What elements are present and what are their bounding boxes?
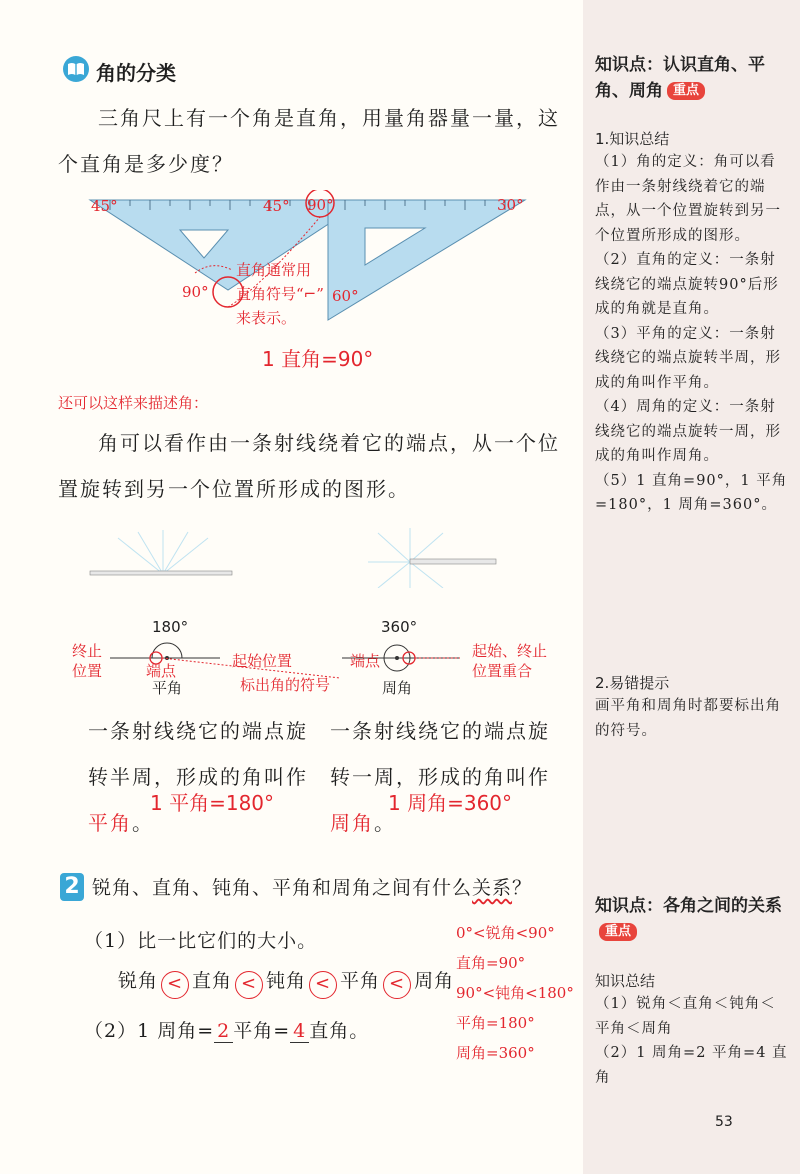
error-tip-text: 画平角和周角时都要标出角的符号。 xyxy=(595,698,781,739)
right-angle-note-line: 来表示。 xyxy=(236,309,297,327)
formula-straight-angle: 1 平角=180° xyxy=(150,791,275,815)
angle-definition: 角可以看作由一条射线绕着它的端点，从一个位置旋转到另一个位置所形成的图形。 xyxy=(58,431,560,501)
key-point-badge: 重点 xyxy=(599,923,637,941)
ruler1-angle-right: 45° xyxy=(263,197,290,215)
full-angle-name: 周角 xyxy=(382,679,413,697)
ruler1-angle-left: 45° xyxy=(91,197,118,215)
summary2-list xyxy=(595,992,790,1090)
compare-straight: 平角 xyxy=(340,970,381,992)
angle-comparison xyxy=(118,966,454,999)
section2-question-keyword: 关系 xyxy=(472,877,513,899)
annot-end-position: 终止位置 xyxy=(72,642,103,680)
less-than-answer: < xyxy=(309,971,337,999)
note-acute: 0°<锐角<90° xyxy=(456,924,555,942)
summary2-title: 知识总结 xyxy=(595,972,656,990)
part2-text: 平角= xyxy=(233,1020,291,1042)
annot-vertex-straight: 端点 xyxy=(146,662,177,680)
straight-angle-name: 平角 xyxy=(152,679,183,697)
note-obtuse: 90°<钝角<180° xyxy=(456,984,574,1002)
summary-item: （2）直角的定义：一条射线绕它的端点旋转90°后形成的角就是直角。 xyxy=(595,252,779,317)
section2-question-mark: ？ xyxy=(512,877,533,899)
less-than-answer: < xyxy=(161,971,189,999)
full-angle-desc-text: 一条射线绕它的端点旋转一周，形成的角叫作 xyxy=(330,719,550,789)
knowledge-sidebar xyxy=(583,0,800,1174)
note-right: 直角=90° xyxy=(456,954,526,972)
angle-range-notes xyxy=(456,918,574,1068)
compare-acute: 锐角 xyxy=(118,970,159,992)
question-text: 三角尺上有一个角是直角，用量角器量一量，这个直角是多少度？ xyxy=(58,106,560,176)
rotation-illustration xyxy=(88,528,508,588)
annot-vertex-full: 端点 xyxy=(350,652,381,670)
also-describe-label: 还可以这样来描述角： xyxy=(58,394,209,412)
part2-answer-2: 2 xyxy=(214,1020,233,1043)
summary-list xyxy=(595,150,790,518)
part1-label: （1）比一比它们的大小。 xyxy=(84,930,318,952)
full-angle-description: 一条射线绕它的端点旋转一周，形成的角叫作周角。 xyxy=(330,719,550,835)
annot-mark-symbol: 标出角的符号 xyxy=(240,676,331,694)
part2-equation xyxy=(84,1016,369,1043)
compare-right: 直角 xyxy=(192,970,233,992)
page-number: 53 xyxy=(715,1114,733,1130)
right-angle-note-line: 直角通常用 xyxy=(236,261,312,279)
compare-full: 周角 xyxy=(414,970,455,992)
less-than-answer: < xyxy=(383,971,411,999)
less-than-answer: < xyxy=(235,971,263,999)
summary-item: （5）1 直角=90°，1 平角=180°，1 周角=360°。 xyxy=(595,472,788,513)
annot-start-position: 起始位置 xyxy=(232,652,293,670)
straight-angle-description: 一条射线绕它的端点旋转半周，形成的角叫作平角。 xyxy=(88,719,308,835)
note-full: 周角=360° xyxy=(456,1044,535,1062)
right-angle-note xyxy=(236,258,324,330)
right-angle-note-line: 直角符号“⌐” xyxy=(236,285,324,303)
part2-answer-4: 4 xyxy=(290,1020,309,1043)
summary-item: （1）角的定义：角可以看作由一条射线绕着它的端点，从一个位置旋转到另一个位置所形成的图形。 xyxy=(595,154,781,244)
note-straight: 平角=180° xyxy=(456,1014,535,1032)
ruler2-angle-top: 90° xyxy=(307,196,334,214)
section-title: 角的分类 xyxy=(96,61,176,85)
kp1-title xyxy=(595,52,791,104)
summary2-item: （1）锐角＜直角＜钝角＜平角＜周角 xyxy=(595,996,776,1037)
book-icon xyxy=(62,56,90,82)
summary2-item: （2）1 周角=2 平角=4 直角 xyxy=(595,1045,788,1086)
ruler2-angle-right: 30° xyxy=(497,196,524,214)
compare-obtuse: 钝角 xyxy=(266,970,307,992)
annot-start-end-overlap: 起始、终止位置重合 xyxy=(472,642,548,680)
kp2-title xyxy=(595,893,791,945)
part2-text: （2）1 周角= xyxy=(84,1020,215,1042)
straight-angle-term: 平角 xyxy=(88,811,132,835)
ruler1-angle-bottom: 90° xyxy=(182,283,209,301)
section2-question xyxy=(92,873,532,900)
section2-number: 2 xyxy=(60,873,84,901)
summary-item: （3）平角的定义：一条射线绕它的端点旋转半周，形成的角叫作平角。 xyxy=(595,325,781,391)
section2-question-text: 锐角、直角、钝角、平角和周角之间有什么 xyxy=(92,877,473,899)
straight-angle-degree: 180° xyxy=(152,618,189,636)
straight-angle-desc-text: 一条射线绕它的端点旋转半周，形成的角叫作 xyxy=(88,719,308,789)
kp2-title-text: 知识点：各角之间的关系 xyxy=(595,896,782,916)
kp1-title-text: 知识点：认识直角、平角、周角 xyxy=(595,55,765,101)
ruler2-angle-bottom: 60° xyxy=(332,287,359,305)
formula-right-angle: 1 直角=90° xyxy=(262,347,374,371)
part2-text: 直角。 xyxy=(309,1020,370,1042)
formula-full-angle: 1 周角=360° xyxy=(388,791,513,815)
full-angle-degree: 360° xyxy=(381,618,418,636)
summary-title: 1.知识总结 xyxy=(595,130,670,148)
error-tip-title: 2.易错提示 xyxy=(595,674,670,692)
full-angle-term: 周角 xyxy=(330,811,374,835)
key-point-badge: 重点 xyxy=(667,82,705,100)
summary-item: （4）周角的定义：一条射线绕它的端点旋转一周，形成的角叫作周角。 xyxy=(595,399,781,464)
